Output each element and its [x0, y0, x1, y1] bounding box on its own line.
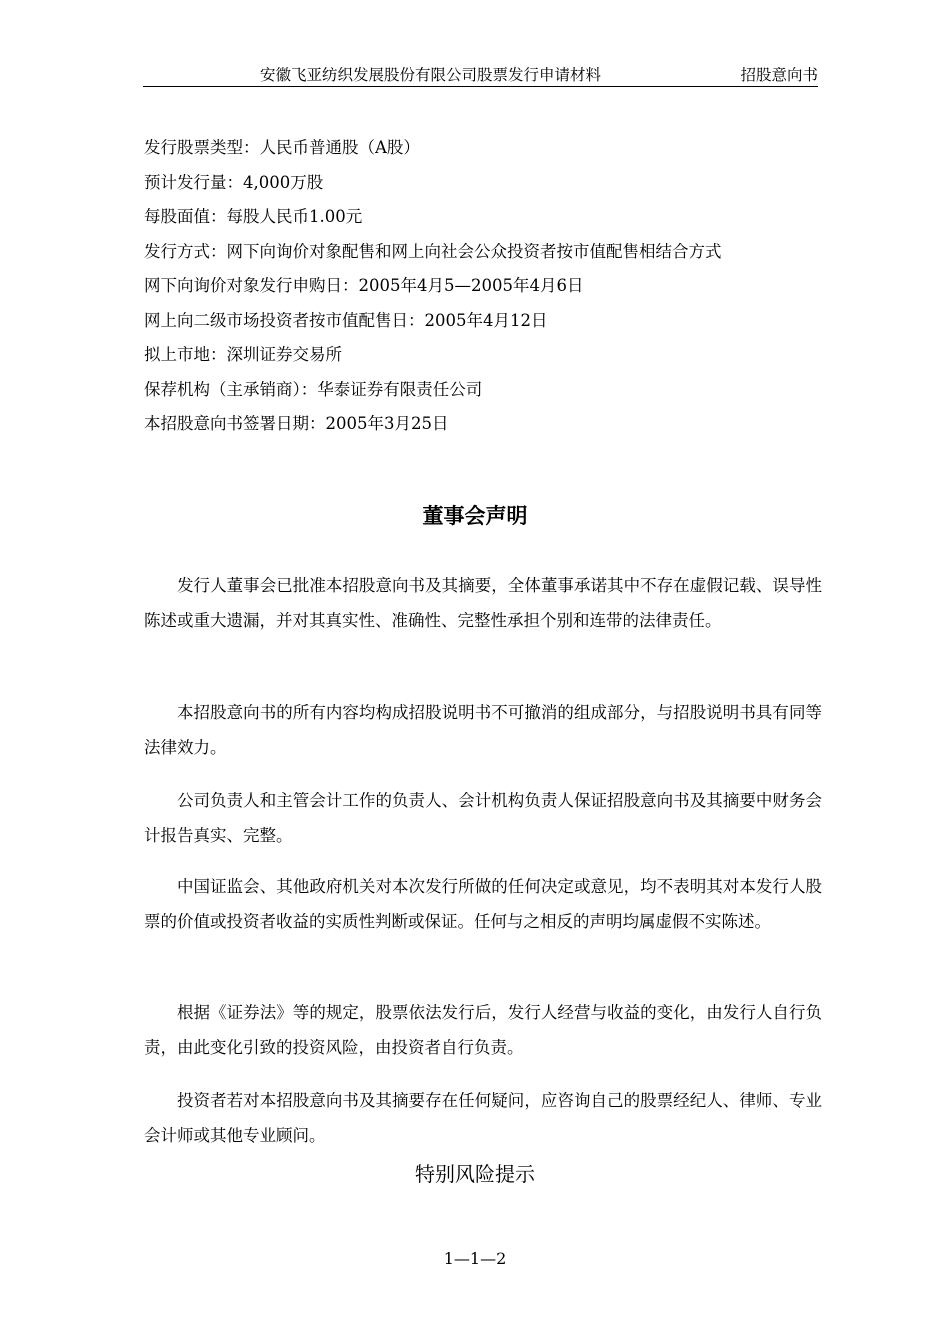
board-statement-title: 董事会声明	[422, 503, 528, 528]
board-statement-paragraph: 本招股意向书的所有内容均构成招股说明书不可撤消的组成部分，与招股说明书具有同等法律效力。	[144, 702, 822, 757]
info-issue-method: 发行方式：网下向询价对象配售和网上向社会公众投资者按市值配售相结合方式	[144, 241, 722, 261]
board-statement-paragraph: 中国证监会、其他政府机关对本次发行所做的任何决定或意见，均不表明其对本发行人股票的价值或投资者收益的实质性判断或保证。任何与之相反的声明均属虚假不实陈述。	[144, 876, 822, 931]
offering-info-list	[144, 131, 824, 442]
header-document-title: 安徽飞亚纺织发展股份有限公司股票发行申请材料	[260, 66, 602, 84]
info-share-type: 发行股票类型：人民币普通股（A股）	[144, 138, 420, 157]
board-statement-paragraph: 公司负责人和主管会计工作的负责人、会计机构负责人保证招股意向书及其摘要中财务会计报告真实、完整。	[144, 790, 822, 845]
board-statement-paragraph: 根据《证券法》等的规定，股票依法发行后，发行人经营与收益的变化，由发行人自行负责，由此变化引致的投资风险，由投资者自行负责。	[144, 1002, 822, 1057]
info-listing-venue: 拟上市地：深圳证券交易所	[144, 345, 342, 364]
page-header	[143, 64, 818, 87]
special-risk-title: 特别风险提示	[415, 1162, 535, 1186]
info-issue-volume: 预计发行量：4,000万股	[144, 172, 324, 192]
page-number: 1—1—2	[443, 1249, 507, 1268]
info-par-value: 每股面值：每股人民币1.00元	[144, 207, 363, 226]
info-online-placement-date: 网上向二级市场投资者按市值配售日：2005年4月12日	[144, 310, 548, 330]
info-offline-subscription-date: 网下向询价对象发行申购日：2005年4月5—2005年4月6日	[144, 276, 584, 295]
board-statement-paragraph: 发行人董事会已批准本招股意向书及其摘要，全体董事承诺其中不存在虚假记载、误导性陈述或重大遗漏，并对其真实性、准确性、完整性承担个别和连带的法律责任。	[144, 575, 822, 630]
board-statement-paragraph: 投资者若对本招股意向书及其摘要存在任何疑问，应咨询自己的股票经纪人、律师、专业会计师或其他专业顾问。	[144, 1090, 822, 1145]
header-document-type: 招股意向书	[740, 66, 818, 84]
info-signing-date: 本招股意向书签署日期：2005年3月25日	[144, 414, 449, 433]
info-sponsor: 保荐机构（主承销商）：华泰证券有限责任公司	[144, 379, 483, 399]
